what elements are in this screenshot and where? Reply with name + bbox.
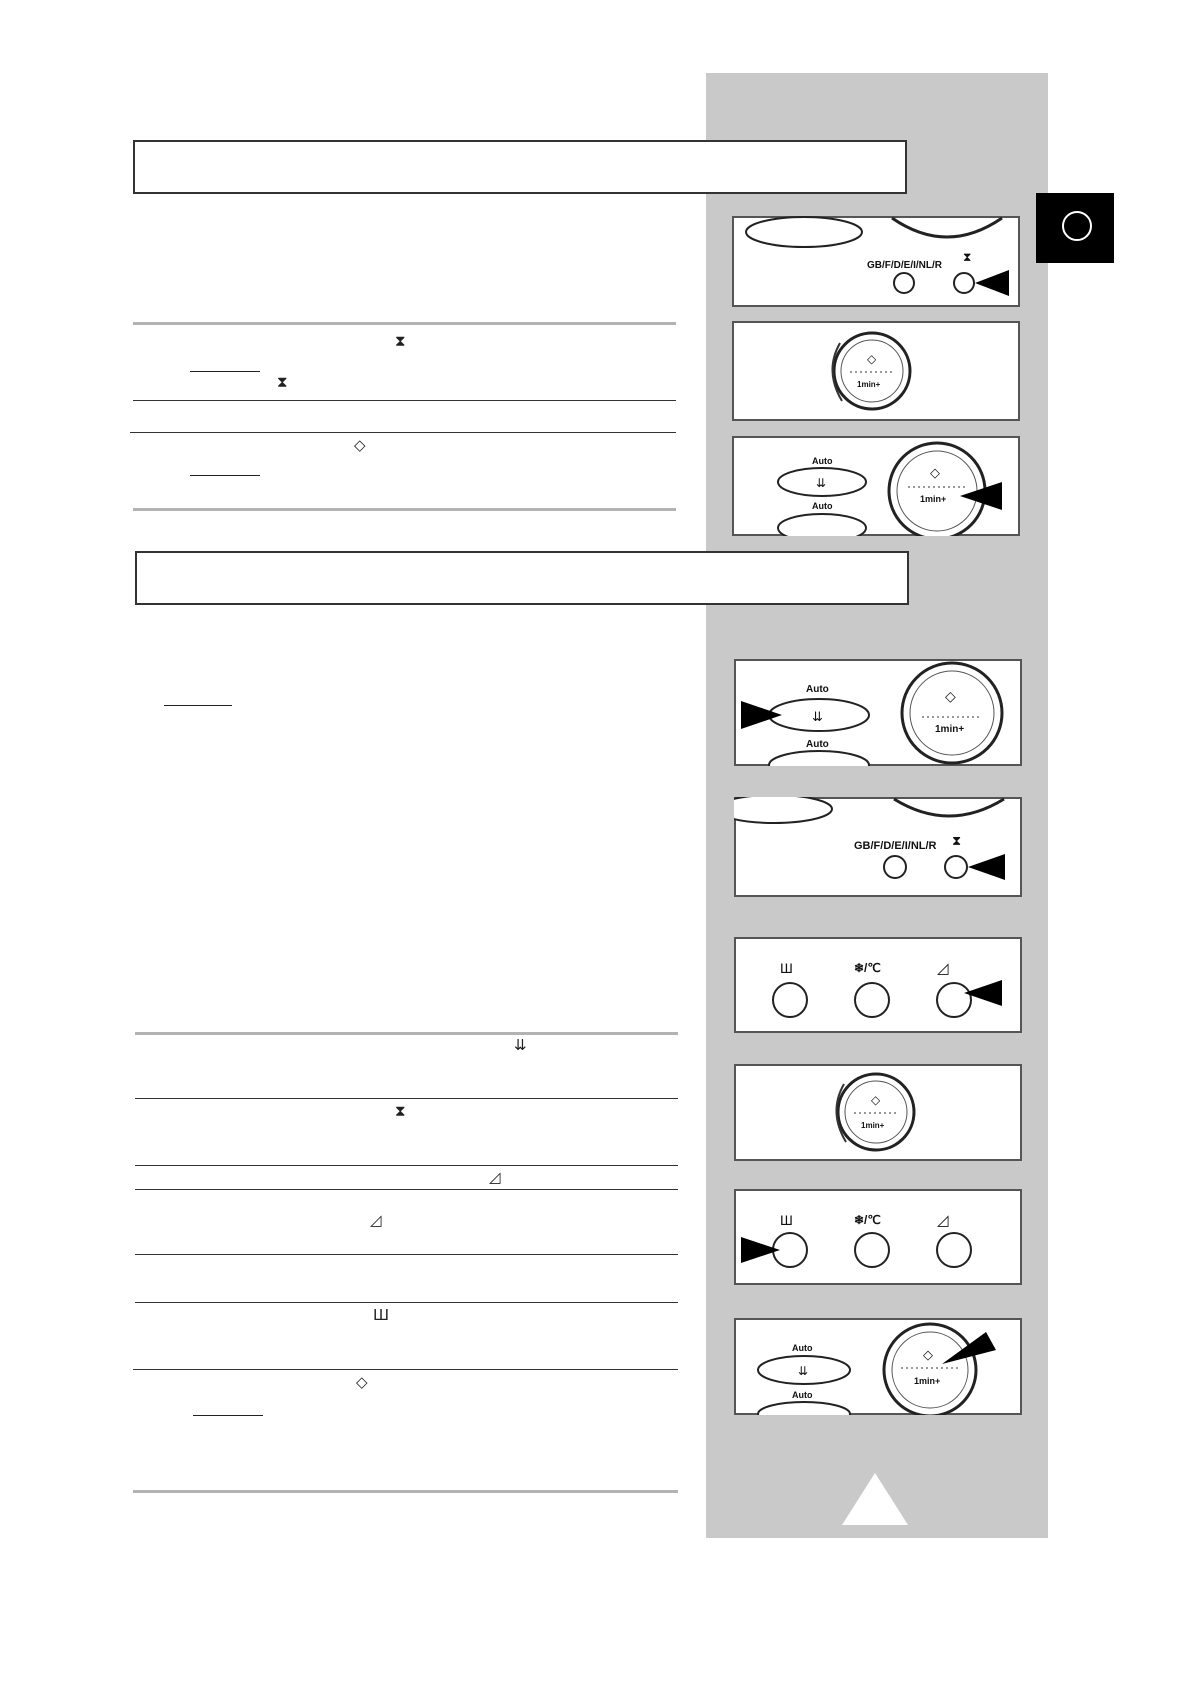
- bake-triangle-icon: ◿: [937, 960, 949, 977]
- start-icon: ◇: [945, 688, 956, 704]
- start-icon: ◇: [871, 1093, 881, 1107]
- result-underline: [193, 1415, 263, 1416]
- hourglass-icon: ⧗: [963, 250, 972, 264]
- section2-top-rule: [135, 1032, 678, 1035]
- grill-icon: Ш: [373, 1306, 390, 1324]
- auto-label: Auto: [806, 739, 829, 750]
- hourglass-icon: ⧗: [395, 1102, 406, 1120]
- temp-label: ❄/℃: [854, 961, 881, 975]
- min-label: 1min+: [857, 380, 881, 389]
- bake-triangle-icon: ◿: [937, 1212, 949, 1229]
- grill-combi-button-icon: [734, 797, 832, 823]
- auto-label: Auto: [792, 1390, 813, 1400]
- step-divider: [130, 432, 676, 433]
- step-divider: [135, 1189, 678, 1190]
- grill-icon: Ш: [780, 1212, 793, 1228]
- grill-combi-button-icon: [746, 217, 862, 247]
- bake-button-icon: [937, 983, 971, 1017]
- min-label: 1min+: [914, 1376, 941, 1386]
- step-divider: [135, 1254, 678, 1255]
- grill-button-icon: [773, 983, 807, 1017]
- grill-icon: Ш: [780, 960, 793, 976]
- section1-bottom-rule: [133, 508, 676, 511]
- bake-triangle-icon: ◿: [370, 1211, 382, 1229]
- language-label: GB/F/D/E/I/NL/R: [854, 840, 937, 852]
- panel-auto-start-2: [734, 1318, 1022, 1415]
- language-button-icon: [884, 856, 906, 878]
- temp-button-icon: [855, 983, 889, 1017]
- language-tab-circle-icon: [1062, 211, 1092, 241]
- auto-grill-button-icon: [778, 514, 866, 536]
- step-divider: [133, 400, 676, 401]
- step-divider: [135, 1165, 678, 1166]
- clock-button-icon: [945, 856, 967, 878]
- temp-label: ❄/℃: [854, 1213, 881, 1227]
- hourglass-icon: ⧗: [395, 332, 406, 350]
- temp-button-icon: [855, 1233, 889, 1267]
- min-label: 1min+: [861, 1121, 885, 1130]
- panel-language-clock: [732, 216, 1020, 307]
- bake-button-icon: [937, 1233, 971, 1267]
- panel-auto-defrost: [734, 659, 1022, 766]
- panel-mode-buttons: [734, 937, 1022, 1033]
- step-divider: [135, 1302, 678, 1303]
- defrost-icon: ⇊: [812, 709, 823, 724]
- panel-start-dial: [732, 321, 1020, 421]
- section2-bottom-rule: [133, 1490, 678, 1493]
- start-icon: ◇: [354, 436, 366, 454]
- auto-label: Auto: [806, 684, 829, 695]
- start-icon: ◇: [356, 1373, 368, 1391]
- bake-triangle-icon: ◿: [489, 1168, 501, 1186]
- min-label: 1min+: [920, 494, 947, 504]
- auto-label: Auto: [792, 1343, 813, 1353]
- panel-language-clock-2: [734, 797, 1022, 897]
- min-label: 1min+: [935, 724, 965, 735]
- step-divider: [135, 1098, 678, 1099]
- hourglass-icon: ⧗: [277, 373, 288, 391]
- hourglass-icon: ⧗: [952, 833, 962, 848]
- section2-title-box: [135, 551, 909, 605]
- up-triangle-icon: [842, 1473, 908, 1525]
- defrost-icon: ⇊: [514, 1036, 527, 1054]
- language-label: GB/F/D/E/I/NL/R: [867, 260, 942, 271]
- start-icon: ◇: [930, 465, 940, 480]
- section1-top-rule: [133, 322, 676, 325]
- defrost-icon: ⇊: [816, 476, 827, 490]
- result-underline: [164, 705, 232, 706]
- panel-start-dial-2: [734, 1064, 1022, 1161]
- language-button-icon: [894, 273, 914, 293]
- defrost-icon: ⇊: [798, 1364, 809, 1378]
- auto-label: Auto: [812, 456, 833, 466]
- start-icon: ◇: [867, 352, 877, 366]
- clock-button-icon: [954, 273, 974, 293]
- step-divider: [133, 1369, 678, 1370]
- result-underline: [190, 475, 260, 476]
- panel-mode-buttons-2: [734, 1189, 1022, 1285]
- section1-title-box: [133, 140, 907, 194]
- start-icon: ◇: [923, 1347, 933, 1362]
- auto-label: Auto: [812, 501, 833, 511]
- panel-auto-start: [732, 436, 1020, 536]
- result-underline: [190, 371, 260, 372]
